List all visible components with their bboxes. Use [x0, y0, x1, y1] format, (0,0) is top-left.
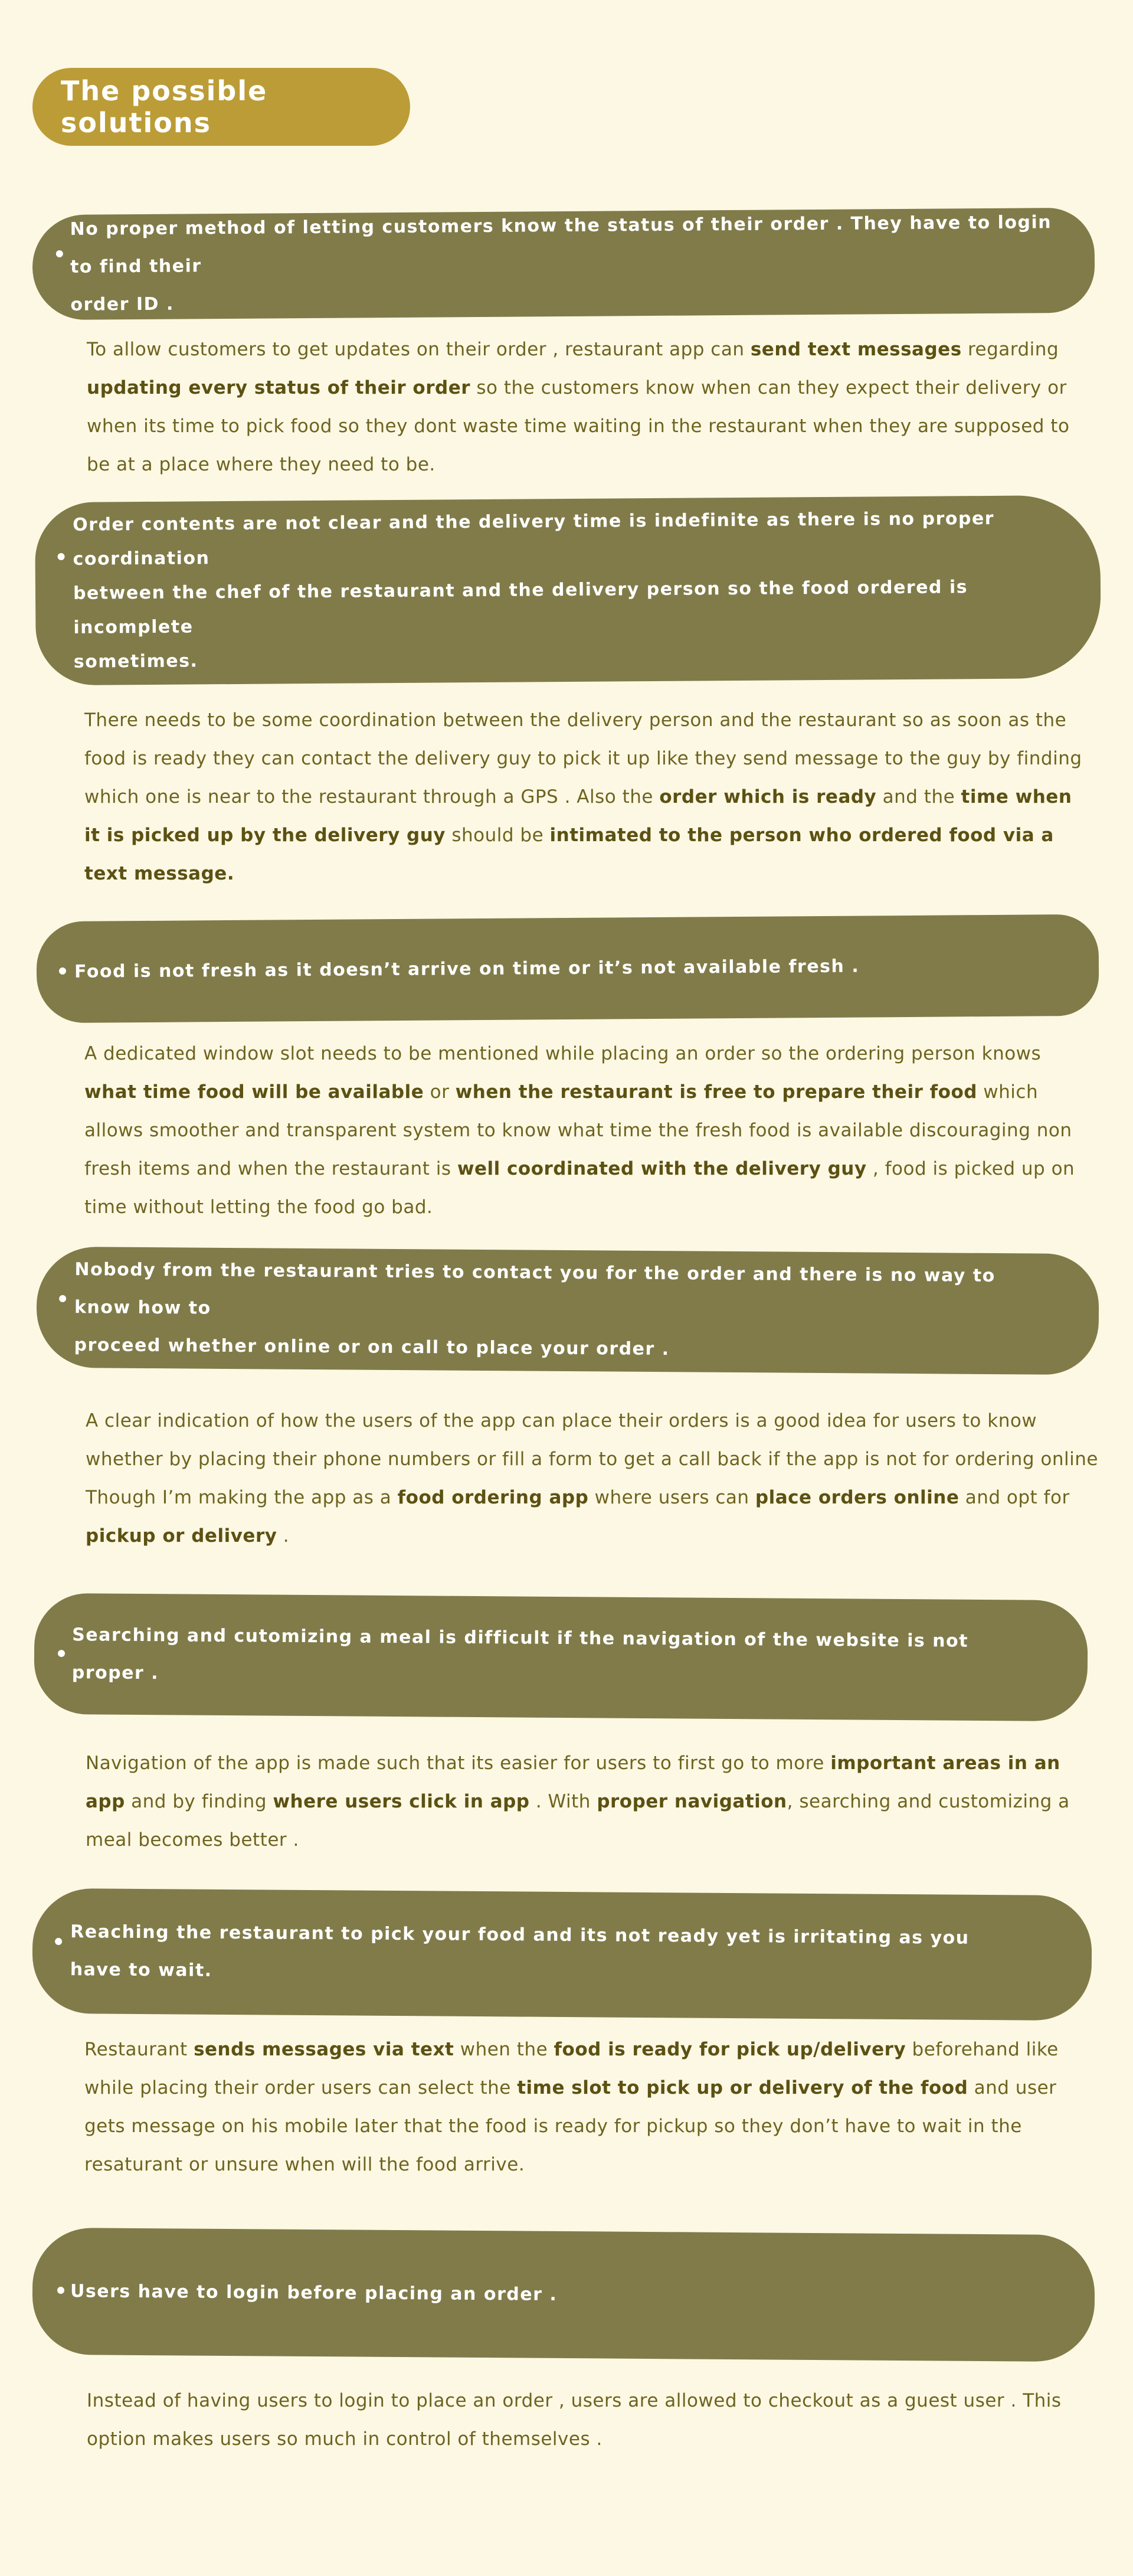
problem-banner-1	[32, 208, 1095, 321]
bullet-icon	[58, 553, 65, 560]
solution-paragraph-5	[86, 1744, 1103, 1859]
problem-banner-2	[35, 495, 1101, 686]
page-title-pill	[32, 68, 410, 146]
body-text: where users can	[588, 1487, 755, 1508]
body-text: , searching and customizing a meal becomes better .	[86, 1791, 1070, 1851]
body-text: Restaurant	[84, 2039, 194, 2060]
problem-text-5: Searching and cutomizing a meal is difficult if the navigation of the website is not proper .	[71, 1624, 969, 1683]
emphasis-text: what time food will be available	[84, 1081, 424, 1103]
bullet-icon	[55, 1938, 62, 1945]
emphasis-text: important areas in an app	[86, 1753, 1060, 1812]
solution-paragraph-3	[84, 1035, 1091, 1227]
bullet-icon	[59, 967, 66, 975]
bullet-icon	[57, 2287, 64, 2294]
body-text: should be	[446, 825, 550, 846]
page-title: The possible solutions	[61, 75, 268, 139]
solution-paragraph-2	[84, 701, 1088, 893]
bullet-icon	[59, 1295, 66, 1302]
emphasis-text: well coordinated with the delivery guy	[457, 1158, 867, 1179]
emphasis-text: time slot to pick up or delivery of the food	[517, 2077, 968, 2098]
body-text: so the customers know when can they expect their delivery or when its time to pick food so they dont waste time waiting in the restaurant when they are supposed to be at a place where they need to be.	[87, 377, 1070, 475]
emphasis-text: when the restaurant is free to prepare their food	[455, 1081, 977, 1103]
problem-banner-5	[34, 1593, 1088, 1721]
body-text: and by finding	[125, 1791, 273, 1812]
body-text: There needs to be some coordination between the delivery person and the restaurant so as soon as the food is ready they can contact the delivery guy to pick it up like they send message to the guy by finding which one is near to the restaurant through a GPS . Also the	[84, 710, 1082, 808]
body-text: and the	[876, 786, 961, 808]
solution-paragraph-4	[86, 1402, 1101, 1555]
body-text: and opt for	[959, 1487, 1070, 1508]
problem-banner-6	[32, 1888, 1092, 2021]
body-text: To allow customers to get updates on their order , restaurant app can	[87, 339, 751, 360]
problem-text-4: Nobody from the restaurant tries to contact you for the order and there is no way to know how to proceed whether online or on call to place your order .	[74, 1258, 996, 1359]
emphasis-text: updating every status of their order	[87, 377, 471, 398]
body-text: which allows smoother and transparent system to know what time the fresh food is available discouraging non fresh items and when the restaurant is	[84, 1081, 1072, 1179]
problem-text-7: Users have to login before placing an order .	[70, 2280, 558, 2305]
problem-text-6: Reaching the restaurant to pick your food and its not ready yet is irritating as you have to wait.	[70, 1921, 970, 1981]
bullet-icon	[56, 250, 63, 257]
emphasis-text: pickup or delivery	[86, 1525, 277, 1547]
solution-paragraph-1	[87, 331, 1090, 484]
emphasis-text: send text messages	[750, 339, 962, 360]
emphasis-text: sends messages via text	[194, 2039, 454, 2060]
solution-paragraph-6	[84, 2031, 1088, 2184]
body-text: or	[424, 1081, 456, 1103]
body-text: Instead of having users to login to place an order , users are allowed to checkout as a guest user . This option makes users so much in control of themselves .	[87, 2390, 1062, 2450]
body-text: A clear indication of how the users of the app can place their orders is a good idea for users to know whether by placing their phone numbers or fill a form to get a call back if the app is not for ordering online Though I’m making the app as a	[86, 1410, 1098, 1508]
body-text: beforehand like while placing their order users can select the	[84, 2039, 1059, 2098]
problem-banner-7	[32, 2228, 1095, 2362]
body-text: . With	[529, 1791, 597, 1812]
emphasis-text: intimated to the person who ordered food via a text message.	[84, 825, 1054, 884]
emphasis-text: order which is ready	[659, 786, 877, 808]
body-text: A dedicated window slot needs to be mentioned while placing an order so the ordering person knows	[84, 1043, 1042, 1064]
emphasis-text: food is ready for pick up/delivery	[554, 2039, 906, 2060]
emphasis-text: place orders online	[755, 1487, 960, 1508]
problem-banner-3	[36, 914, 1099, 1024]
body-text: when the	[454, 2039, 554, 2060]
emphasis-text: proper navigation	[597, 1791, 787, 1812]
problem-text-3: Food is not fresh as it doesn’t arrive on time or it’s not available fresh .	[74, 956, 860, 982]
body-text: and user gets message on his mobile later that the food is ready for pickup so they don’t have to wait in the resaturant or unsure when will the food arrive.	[84, 2077, 1057, 2175]
emphasis-text: food ordering app	[397, 1487, 589, 1508]
solution-paragraph-7	[87, 2382, 1072, 2459]
body-text: Navigation of the app is made such that its easier for users to first go to more	[86, 1753, 831, 1774]
emphasis-text: time when it is picked up by the delivery guy	[84, 786, 1072, 846]
emphasis-text: where users click in app	[273, 1791, 530, 1812]
body-text: regarding	[961, 339, 1059, 360]
problem-text-2: Order contents are not clear and the delivery time is indefinite as there is no proper coordination between the chef of the restaurant and the delivery person so the food ordered is incomplete sometimes.	[73, 508, 995, 672]
problem-banner-4	[36, 1247, 1099, 1375]
bullet-icon	[58, 1650, 65, 1657]
body-text: , food is picked up on time without letting the food go bad.	[84, 1158, 1075, 1218]
problem-text-1: No proper method of letting customers know the status of their order . They have to login to find their order ID .	[70, 212, 1052, 315]
body-text: .	[277, 1525, 290, 1547]
